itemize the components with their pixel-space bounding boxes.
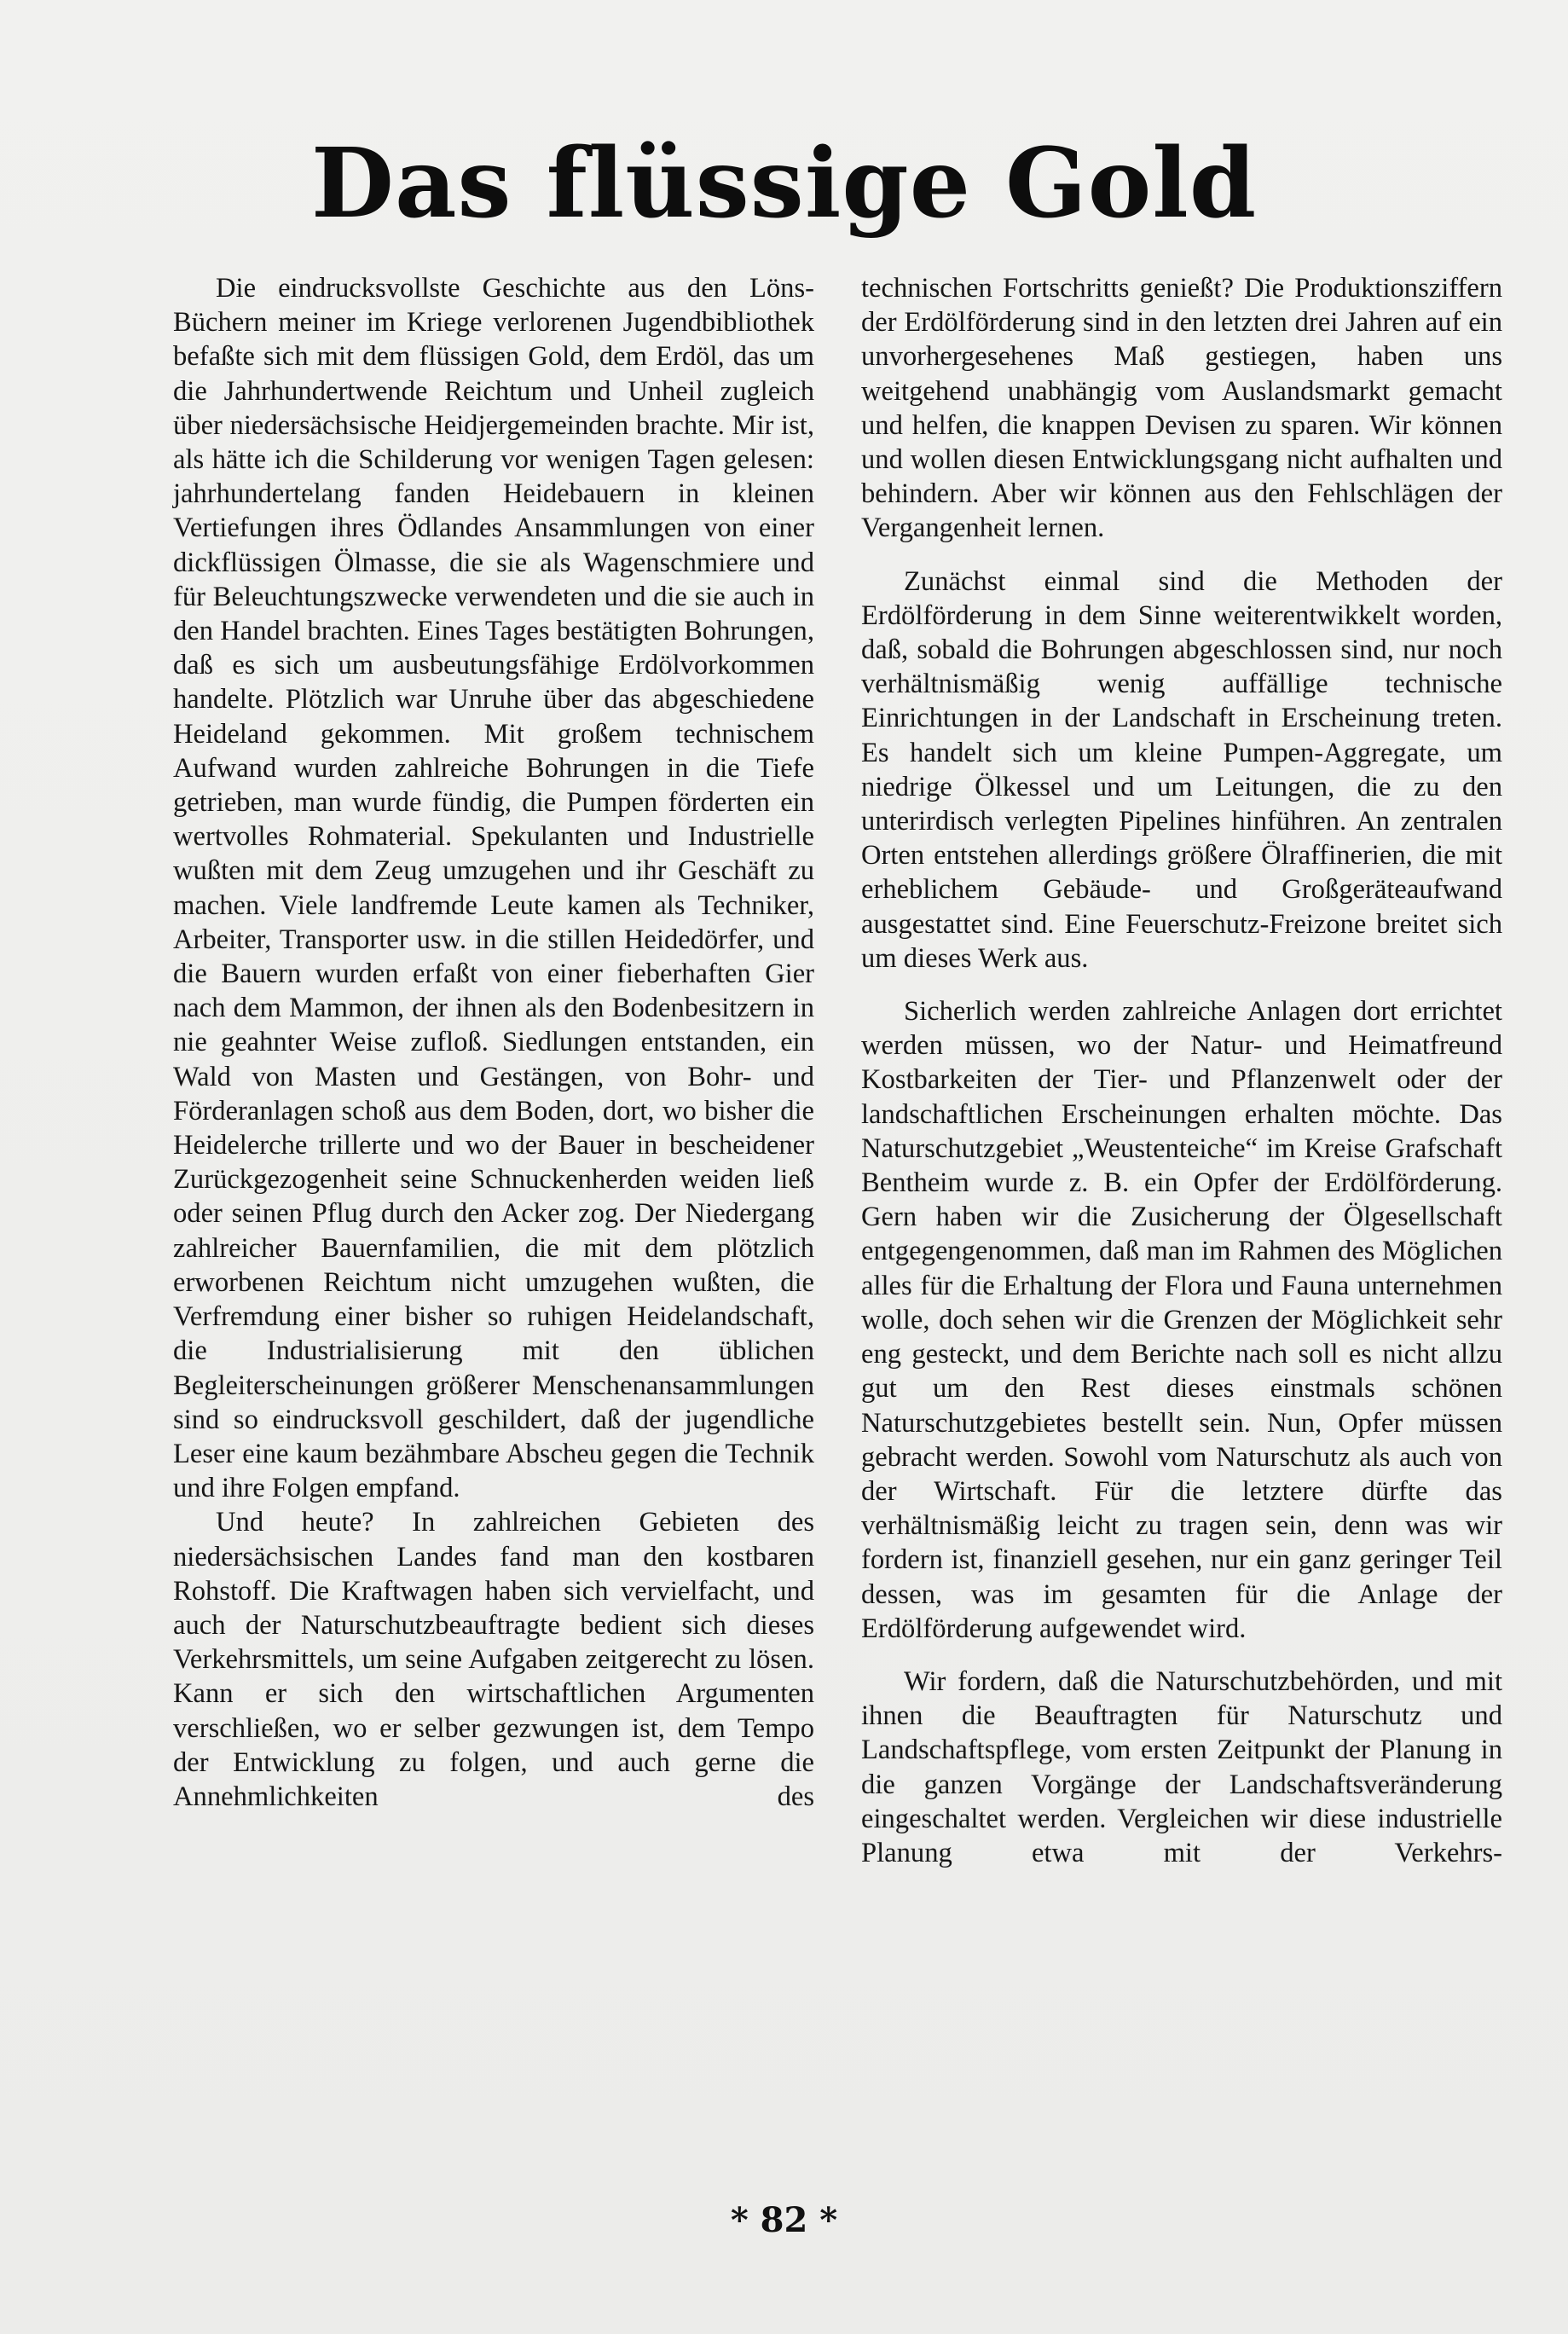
paragraph: Sicherlich werden zahlreiche Anlagen dort errichtet werden müssen, wo der Natur- und Heimatfreund Kostbarkeiten der Tier- und Pflanzenwelt oder der landschaftlichen Erscheinungen erhalten möchte. Das Naturschutzgebiet „Weustenteiche“ im Kreise Grafschaft Bentheim wurde z. B. ein Opfer der Erdölförderung. Gern haben wir die Zusicherung der Ölgesellschaft entgegengenommen, daß man im Rahmen des Möglichen alles für die Erhaltung der Flora und Fauna unternehmen wolle, doch sehen wir die Grenzen der Möglichkeit sehr eng gesteckt, und dem Berichte nach soll es nicht allzu gut um den Rest dieses einstmals schönen Naturschutzgebietes bestellt sein. Nun, Opfer müssen gebracht werden. Sowohl vom Naturschutz als auch von der Wirtschaft. Für die letztere dürfte das verhältnismäßig leicht zu tragen sein, denn was wir fordern ist, finanziell gesehen, nur ein ganz geringer Teil dessen, was im gesamten für die Anlage der Erdölförderung aufgewendet wird. (861, 996, 1502, 1644)
paragraph: Die eindrucksvollste Geschichte aus den Löns-Büchern meiner im Kriege verlorenen Jugendbibliothek befaßte sich mit dem flüssigen Gold, dem Erdöl, das um die Jahrhundertwende Reichtum und Unheil zugleich über niedersächsische Heidjergemeinden brachte. Mir ist, als hätte ich die Schilderung vor wenigen Tagen gelesen: jahrhundertelang fanden Heidebauern in kleinen Vertiefungen ihres Ödlandes Ansammlungen von einer dickflüssigen Ölmasse, die sie als Wagenschmiere und für Beleuchtungszwecke verwendeten und die sie auch in den Handel brachten. Eines Tages bestätigten Bohrungen, daß es sich um ausbeutungsfähige Erdölvorkommen handelte. Plötzlich war Unruhe über das abgeschiedene Heideland gekommen. Mit großem technischem Aufwand wurden zahlreiche Bohrungen in die Tiefe getrieben, man wurde fündig, die Pumpen förderten ein wertvolles Rohmaterial. Spekulanten und Industrielle wußten mit dem Zeug umzugehen und ihr Geschäft zu machen. Viele landfremde Leute kamen als Techniker, Arbeiter, Transporter usw. in die stillen Heidedörfer, und die Bauern wurden erfaßt von einer fieberhaften Gier nach dem Mammon, der ihnen als den Bodenbesitzern in nie geahnter Weise zufloß. Siedlungen entstanden, ein Wald von Masten und Gestängen, von Bohr- und Förderanlagen schoß aus dem Boden, dort, wo bisher die Heidelerche trillerte und wo der Bauer in bescheidener Zurückgezogenheit seine Schnuckenherden weiden ließ oder seinen Pflug durch den Acker zog. Der Niedergang zahlreicher Bauernfamilien, die mit dem plötzlich erworbenen Reichtum nicht umzugehen wußten, die Verfremdung einer bisher so ruhigen Heidelandschaft, die Industrialisierung mit den üblichen Begleiterscheinungen größerer Menschenansammlungen sind so eindrucksvoll geschildert, daß der jugendliche Leser eine kaum bezähmbare Abscheu gegen die Technik und ihre Folgen empfand. (173, 273, 814, 1504)
left-column (173, 271, 814, 1814)
paragraph: Zunächst einmal sind die Methoden der Erdölförderung in dem Sinne weiterentwikkelt worden, daß, sobald die Bohrungen abgeschlossen sind, nur noch verhältnismäßig wenig auffällige technische Einrichtungen in der Landschaft in Erscheinung treten. Es handelt sich um kleine Pumpen-Aggregate, um niedrige Ölkessel und um Leitungen, die zu den unterirdisch verlegten Pipelines hinführen. An zentralen Orten entstehen allerdings größere Ölraffinerien, die mit erheblichem Gebäude- und Großgeräteaufwand ausgestattet sind. Eine Feuerschutz-Freizone breitet sich um dieses Werk aus. (861, 565, 1502, 974)
page-number: * 82 * (730, 2200, 838, 2240)
paragraph: technischen Fortschritts genießt? Die Produktionsziffern der Erdölförderung sind in den letzten drei Jahren auf ein unvorhergesehenes Maß gestiegen, haben uns weitgehend unabhängig vom Auslandsmarkt gemacht und helfen, die knappen Devisen zu sparen. Wir können und wollen diesen Entwicklungsgang nicht aufhalten und behindern. Aber wir können aus den Fehlschlägen der Vergangenheit lernen. (861, 273, 1502, 544)
page-title: Das flüssige Gold (310, 128, 1258, 240)
right-column (861, 271, 1502, 1870)
paragraph: Wir fordern, daß die Naturschutzbehörden, und mit ihnen die Beauftragten für Naturschutz und Landschaftspflege, vom ersten Zeitpunkt der Planung in die ganzen Vorgänge der Landschaftsveränderung eingeschaltet werden. Vergleichen wir diese industrielle Planung etwa mit der Verkehrs- (861, 1665, 1502, 1868)
paragraph: Und heute? In zahlreichen Gebieten des niedersächsischen Landes fand man den kostbaren Rohstoff. Die Kraftwagen haben sich vervielfacht, und auch der Naturschutzbeauftragte bedient sich dieses Verkehrsmittels, um seine Aufgaben zeitgerecht zu lösen. Kann er sich den wirtschaftlichen Argumenten verschließen, wo er selber gezwungen ist, dem Tempo der Entwicklung zu folgen, und auch gerne die Annehmlichkeiten des (173, 1507, 814, 1812)
